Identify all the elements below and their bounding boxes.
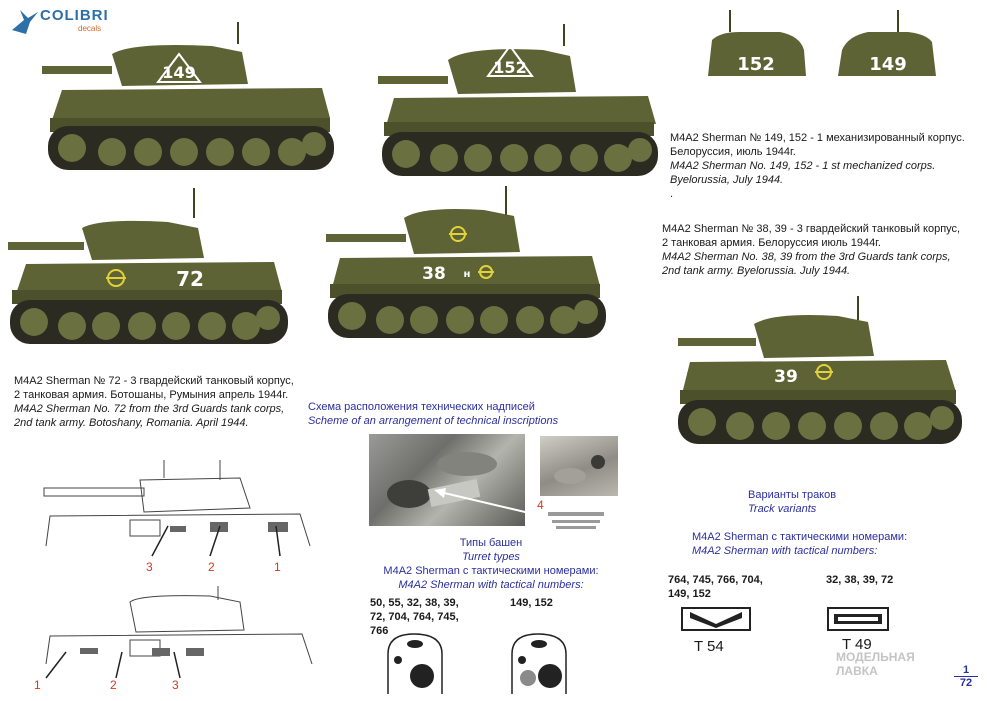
turret-types-sub-ru: M4A2 Sherman с тактическими номерами:: [383, 565, 599, 577]
caption-line: Белоруссия, июль 1944г.: [670, 146, 796, 158]
tank-number: 39: [774, 367, 798, 387]
marker-1a: 1: [274, 560, 281, 574]
tank-profile-38: [326, 186, 611, 356]
track-label-t54: T 54: [694, 638, 724, 655]
tracks-tactical-ru: M4A2 Sherman с тактическими номерами:: [692, 531, 908, 543]
scale-top: 1: [962, 664, 970, 676]
track-title-ru: Варианты траков: [748, 489, 837, 501]
turret-types-sub-en: M4A2 Sherman with tactical numbers:: [398, 579, 584, 591]
track-label-t49: T 49: [842, 636, 872, 653]
tank-number: 72: [176, 267, 204, 291]
brand-sub: decals: [78, 24, 102, 33]
tank-profile-72: [8, 188, 293, 358]
turret-list-b: 149, 152: [510, 597, 553, 609]
marker-2b: 2: [110, 678, 117, 692]
list-line: 766: [370, 625, 389, 637]
caption-38-39: [662, 222, 960, 278]
turret-number: 149: [869, 54, 907, 75]
caption-line: M4A2 Sherman № 38, 39 - 3 гвардейский танковый корпус,: [662, 223, 961, 235]
turret-topview-a: [384, 630, 446, 701]
marker-2a: 2: [208, 560, 215, 574]
caption-line: Byelorussia, July 1944.: [670, 174, 784, 186]
tank-profile-39: [676, 296, 966, 456]
track-link-t54: [680, 604, 752, 639]
caption-line: M4A2 Sherman № 72 - 3 гвардейский танковый корпус,: [14, 375, 294, 387]
track-list-d: 32, 38, 39, 72: [826, 574, 894, 586]
scheme-title-ru: Схема расположения технических надписей: [308, 401, 535, 413]
tracks-tactical-en: M4A2 Sherman with tactical numbers:: [692, 545, 878, 557]
turret-149: [834, 10, 944, 80]
caption-line: .: [670, 188, 674, 200]
tank-number: 152: [493, 58, 527, 77]
caption-149-152: [670, 131, 965, 201]
track-link-t49: [826, 604, 890, 639]
marker-4: 4: [537, 498, 544, 512]
tank-profile-149: [42, 22, 342, 192]
caption-line: M4A2 Sherman No. 72 from the 3rd Guards tank corps,: [14, 403, 285, 415]
list-line: 149, 152: [668, 588, 711, 600]
marker-3a: 3: [146, 560, 153, 574]
caption-line: 2nd tank army. Botoshany, Romania. April 1944.: [14, 417, 249, 429]
scale-label: [954, 664, 978, 689]
hummingbird-icon: [10, 6, 40, 36]
tank-profile-152: [378, 24, 663, 194]
tracks-tactical-title: [692, 530, 907, 558]
turret-topview-b: [508, 630, 570, 701]
scale-bottom: 72: [954, 676, 978, 689]
track-variants-title: [748, 488, 836, 516]
watermark-line-1: МОДЕЛЬНАЯ: [836, 650, 915, 664]
marker-3b: 3: [172, 678, 179, 692]
caption-line: M4A2 Sherman No. 38, 39 from the 3rd Guards tank corps,: [662, 251, 951, 263]
reference-photo-2: [540, 436, 618, 496]
caption-line: M4A2 Sherman No. 149, 152 - 1 st mechanized corps.: [670, 160, 936, 172]
list-line: 72, 704, 764, 745,: [370, 611, 459, 623]
watermark: [836, 650, 915, 678]
turret-152: [700, 10, 810, 80]
scheme-title: [308, 400, 558, 428]
caption-line: M4A2 Sherman № 149, 152 - 1 механизированный корпус.: [670, 132, 965, 144]
scheme-title-en: Scheme of an arrangement of technical inscriptions: [308, 415, 559, 427]
turret-number: 152: [737, 54, 775, 75]
pointer-arrow: [430, 484, 550, 524]
tank-letter: н: [463, 269, 471, 280]
track-list-c: [668, 573, 763, 601]
tank-number: 149: [162, 63, 196, 82]
track-title-en: Track variants: [748, 503, 817, 515]
watermark-line-2: ЛАВКА: [836, 664, 878, 678]
list-line: 764, 745, 766, 704,: [668, 574, 763, 586]
caption-line: 2 танковая армия. Белоруссия июль 1944г.: [662, 237, 881, 249]
turret-types-ru: Типы башен: [459, 537, 523, 549]
caption-line: 2 танковая армия. Ботошаны, Румыния апрель 1944г.: [14, 389, 289, 401]
caption-72: [14, 374, 294, 430]
scheme-arrows-upper: [130, 520, 430, 590]
scheme-arrows-lower: [30, 648, 230, 688]
brand-name: COLIBRI: [40, 7, 109, 24]
caption-line: 2nd tank army. Byelorussia. July 1944.: [662, 265, 851, 277]
turret-types-en: Turret types: [462, 551, 520, 563]
tank-number: 38: [422, 264, 446, 284]
decal-strip: [548, 510, 604, 532]
marker-1b: 1: [34, 678, 41, 692]
list-line: 50, 55, 32, 38, 39,: [370, 597, 459, 609]
